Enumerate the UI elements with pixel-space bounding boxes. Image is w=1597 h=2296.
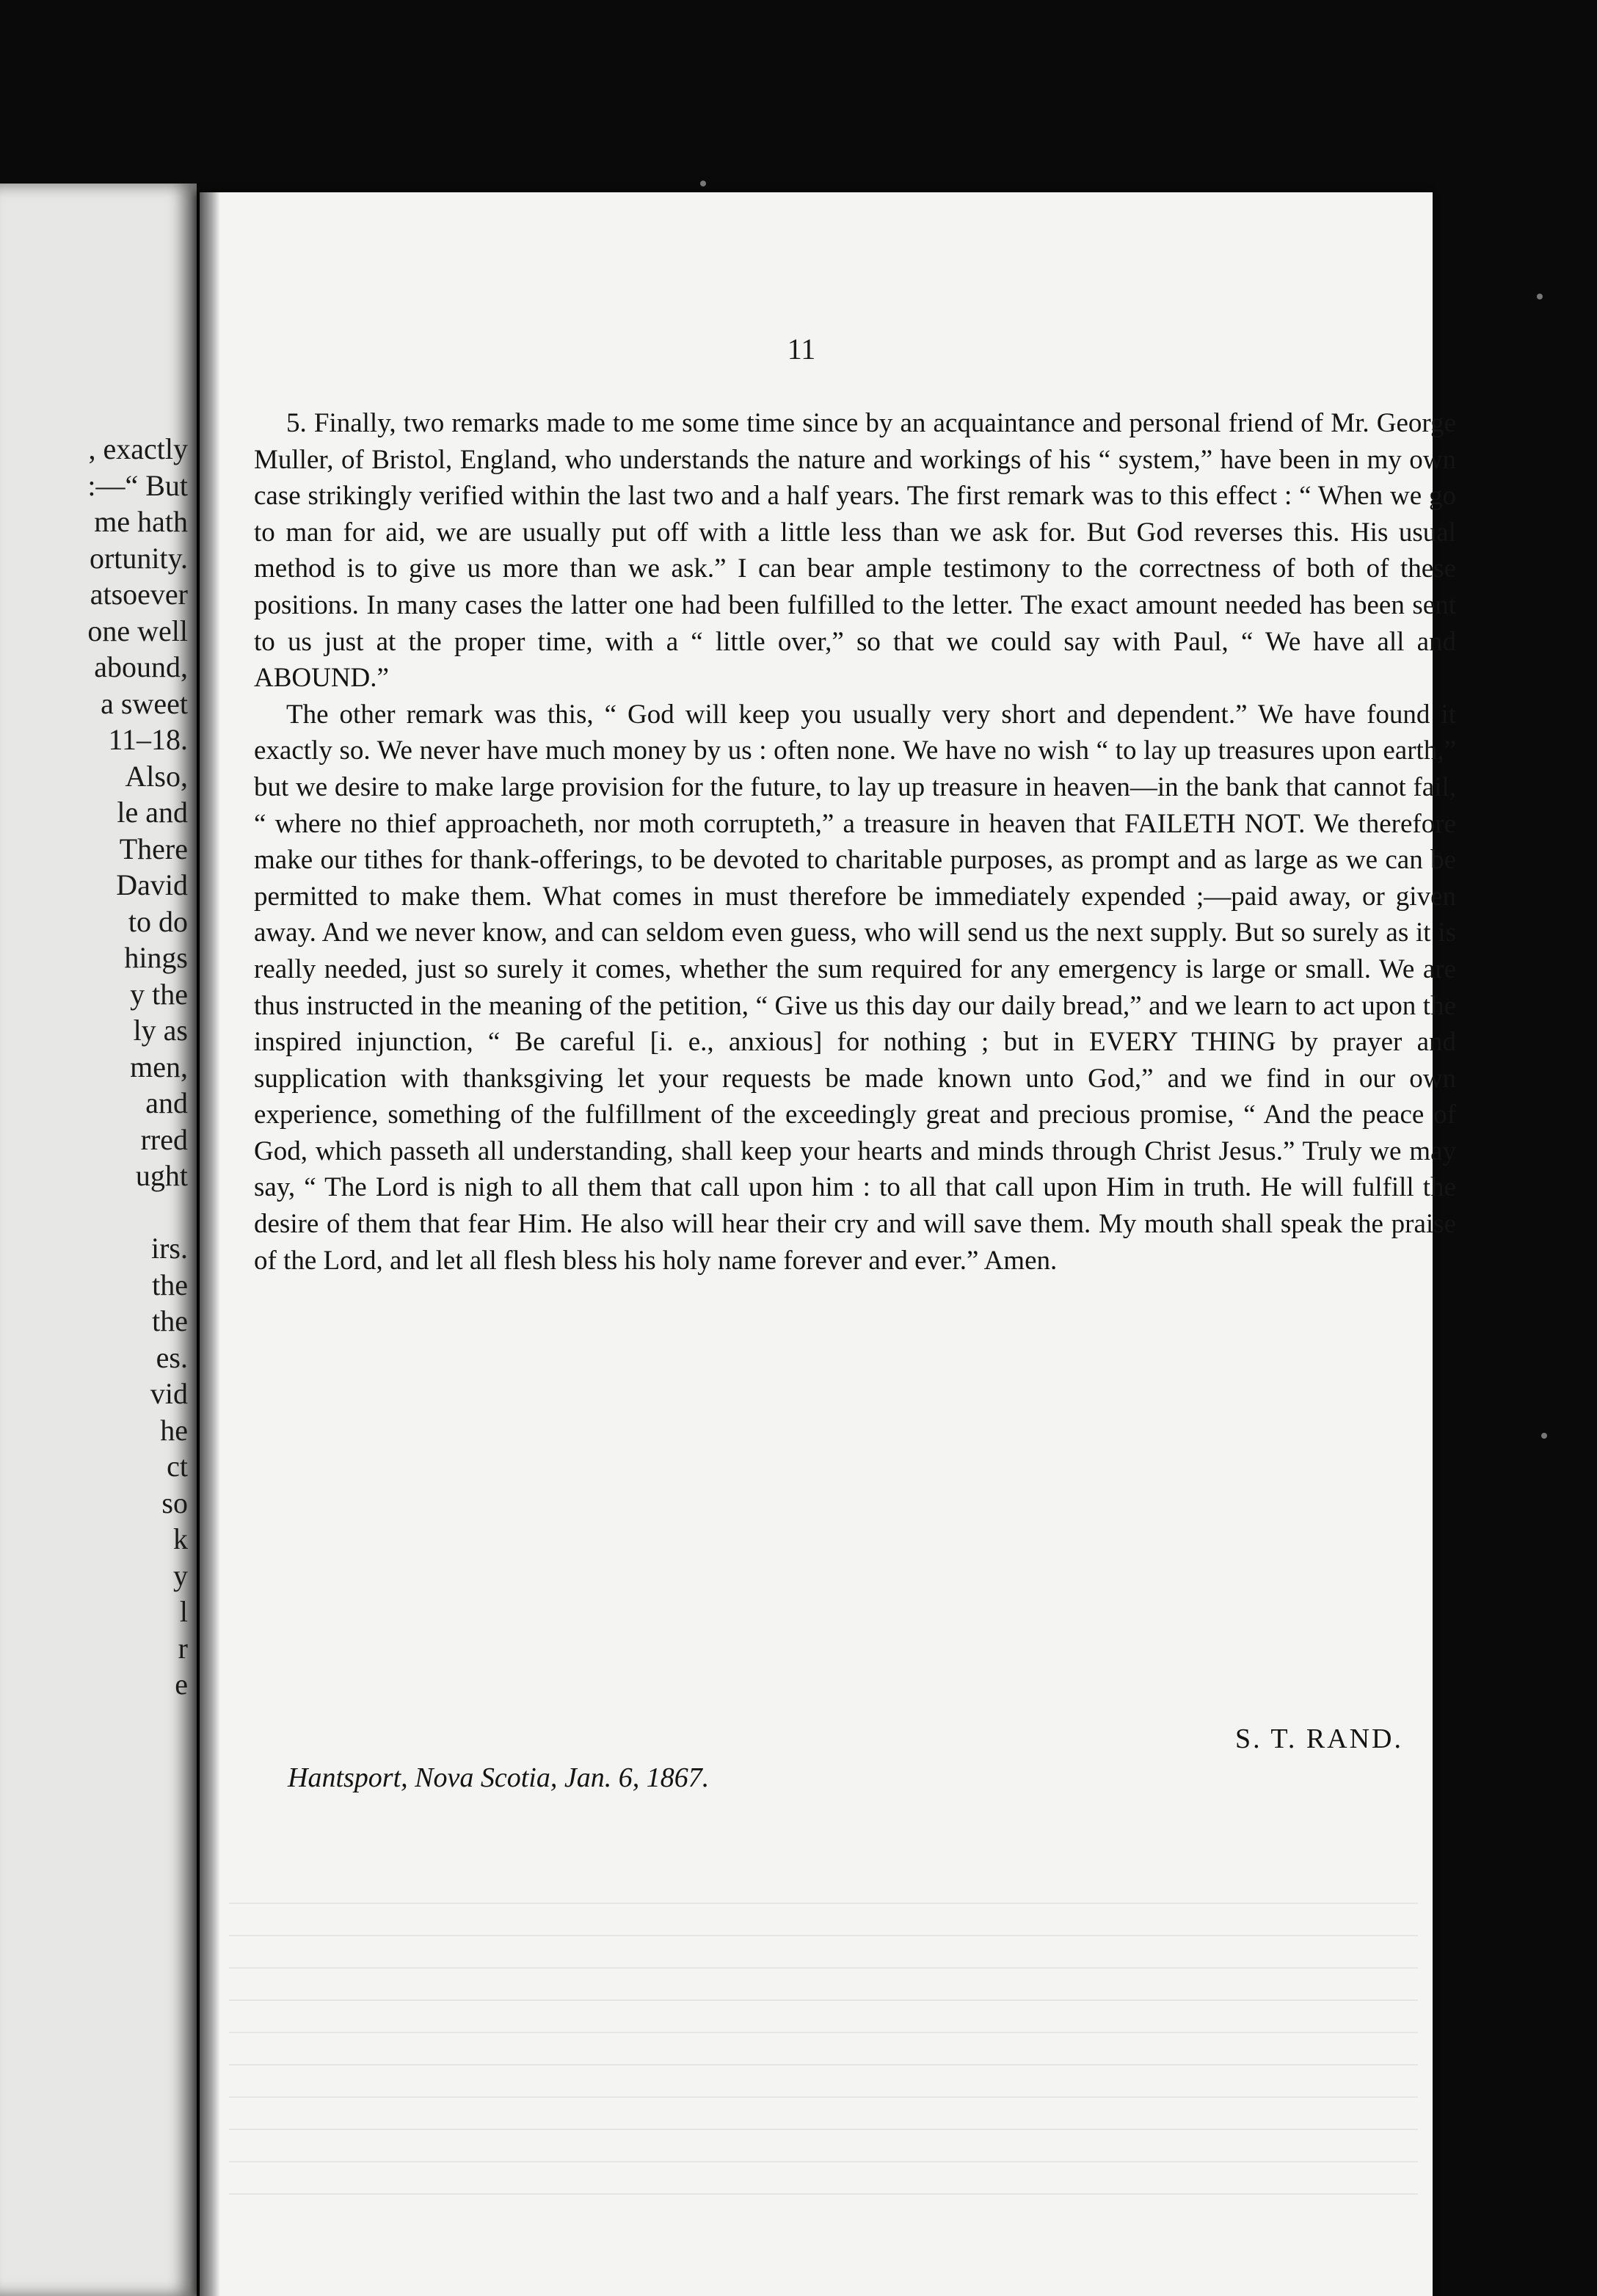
left-page-line: 11–18. [108,723,188,756]
paragraph-finally: 5. Finally, two remarks made to me some time since by an acquaintance and personal friend of Mr. George Muller, of Bristol, England, who understands the nature and workings of his “ system,” have been in my own case strikingly verified within the last two and a half years. The first remark was to this effect : “ When we go to man for aid, we are usually put off with a little less than we ask for. But God reverses this. His usual method is to give us more than we ask.” I can bear ample testimony to the correctness of both of these positions. In many cases the latter one had been fulfilled to the letter. The exact amount needed has been sent to us just at the proper time, with a “ little over,” so that we could say with Paul, “ We have all and ABOUND.” [254,408,1456,694]
left-page-line: one well [87,614,188,647]
left-page-line: ct [167,1450,188,1483]
left-page-line: atsoever [90,578,188,611]
author-signature: S. T. RAND. [1234,1723,1403,1754]
left-page-line: the [152,1304,188,1337]
adjacent-page-fragment [0,184,197,2296]
left-page-line: ught [135,1159,188,1192]
left-page-line: y the [130,977,188,1011]
left-page-line: le and [117,796,188,829]
left-page-line: he [160,1413,188,1447]
left-page-line: r [178,1631,188,1665]
left-page-line: me hath [94,505,188,538]
page-gutter-shadow [200,192,220,2296]
left-page-line: es. [156,1340,188,1374]
left-page-line: hings [124,941,188,974]
dust-speck [1541,1433,1547,1439]
left-page-line: the [152,1268,188,1301]
left-page-line: , exactly [88,432,188,465]
left-page-line: to do [128,904,188,938]
left-page-line: abound, [94,650,188,683]
left-page-line: :—“ But [87,468,188,502]
left-page-line: ly as [133,1014,188,1047]
document-page [200,192,1456,2296]
left-page-line: rred [140,1122,188,1156]
left-page-line: e [175,1668,188,1701]
dateline: Hantsport, Nova Scotia, Jan. 6, 1867. [288,1762,710,1793]
paragraph-other-remark: The other remark was this, “ God will keep you usually very short and dependent.” We have found it exactly so. We never have much money by us : often none. We have no wish “ to lay up treasures upon earth,” but we desire to make large provision for the future, to lay up treasure in heaven—in the bank that cannot fail, “ where no thief approacheth, nor moth corrupteth,” a treasure in heaven that FAILETH NOT. We therefore make our tithes for thank-offerings, to be devoted to charitable purposes, as prompt and as large as we can be permitted to make them. What comes in must therefore be immediately expended ;—paid away, or given away. And we never know, and can seldom even guess, who will send us the next supply. But so surely as it is really needed, just so surely it comes, whether the sum required for any emergency is large or small. We are thus instructed in the meaning of the petition, “ Give us this day our daily bread,” and we learn to act upon the inspired injunction, “ Be careful [i. e., anxious] for nothing ; but in EVERY THING by prayer and supplication with thanksgiving let your requests be made known unto God,” and we find in our own experience, something of the fulfillment of the exceedingly great and precious promise, “ And the peace of God, which passeth all understanding, shall keep your hearts and minds through Christ Jesus.” Truly we may say, “ The Lord is nigh to all them that call upon him : to all that call upon Him in truth. He will fulfill the desire of them that fear Him. He also will hear their cry and will save them. My mouth shall speak the praise of the Lord, and let all flesh bless his holy name forever and ever.” Amen. [254,699,1456,1276]
left-page-line: men, [130,1050,188,1083]
left-page-line: vid [150,1377,188,1410]
page-number: 11 [787,333,816,366]
left-page-line: and [145,1086,188,1119]
left-page-line: so [161,1486,188,1519]
left-page-line: There [119,832,188,865]
left-page-line: k [173,1522,188,1555]
body-text [254,405,1456,1279]
left-page-line: ortunity. [89,541,188,575]
bleed-through-text [229,1903,1418,2211]
left-page-line: a sweet [101,686,188,720]
left-page-line: y [173,1558,188,1592]
left-page-line: irs. [151,1232,188,1265]
dust-speck [700,181,706,186]
left-page-line: David [116,868,188,901]
dust-speck [1537,294,1543,299]
left-page-line: Also, [125,759,188,793]
left-page-line: l [179,1595,188,1628]
